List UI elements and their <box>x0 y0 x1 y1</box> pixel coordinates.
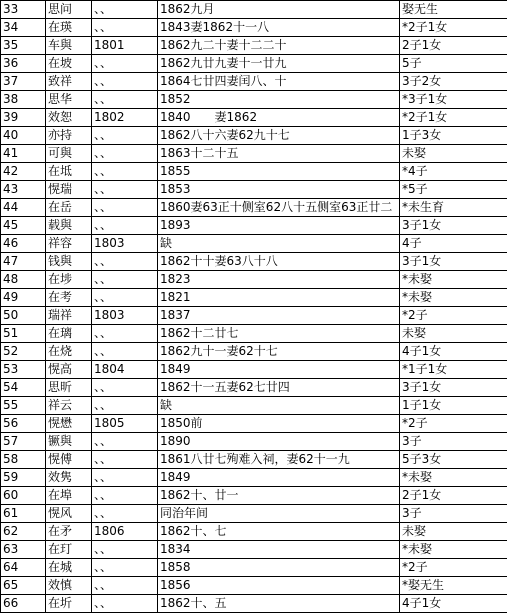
birth-year-cell: 、、 <box>92 433 158 451</box>
row-number-cell: 43 <box>1 181 46 199</box>
birth-year-cell: 、、 <box>92 505 158 523</box>
death-date-cell: 1862十、廿一 <box>158 487 400 505</box>
table-row <box>1 577 507 595</box>
children-cell: 4子1女 <box>400 343 507 361</box>
death-date-cell: 1849 <box>158 469 400 487</box>
birth-year-cell: 、、 <box>92 199 158 217</box>
death-date-cell: 1862九月 <box>158 1 400 19</box>
table-row <box>1 415 507 433</box>
children-cell: 3子1女 <box>400 379 507 397</box>
death-date-cell: 缺 <box>158 235 400 253</box>
death-date-cell: 1862十十妻63八十八 <box>158 253 400 271</box>
birth-year-cell: 、、 <box>92 19 158 37</box>
row-number-cell: 41 <box>1 145 46 163</box>
birth-year-cell: 1803 <box>92 235 158 253</box>
birth-year-cell: 1802 <box>92 109 158 127</box>
table-row <box>1 109 507 127</box>
name-cell: 在埗 <box>46 271 92 289</box>
death-date-cell: 1862十、五 <box>158 595 400 613</box>
birth-year-cell: 1804 <box>92 361 158 379</box>
children-cell: *2子 <box>400 559 507 577</box>
row-number-cell: 50 <box>1 307 46 325</box>
table-row <box>1 451 507 469</box>
death-date-cell: 1834 <box>158 541 400 559</box>
children-cell: *娶无生 <box>400 577 507 595</box>
table-row <box>1 163 507 181</box>
birth-year-cell: 、、 <box>92 487 158 505</box>
children-cell: 5子 <box>400 55 507 73</box>
birth-year-cell: 、、 <box>92 451 158 469</box>
birth-year-cell: 、、 <box>92 577 158 595</box>
table-row <box>1 217 507 235</box>
row-number-cell: 38 <box>1 91 46 109</box>
row-number-cell: 37 <box>1 73 46 91</box>
death-date-cell: 1862九二十妻十二二十 <box>158 37 400 55</box>
name-cell: 在玎 <box>46 541 92 559</box>
row-number-cell: 59 <box>1 469 46 487</box>
row-number-cell: 61 <box>1 505 46 523</box>
death-date-cell: 1862十一五妻62七廿四 <box>158 379 400 397</box>
name-cell: 在坡 <box>46 55 92 73</box>
children-cell: *2子 <box>400 307 507 325</box>
name-cell: 车與 <box>46 37 92 55</box>
name-cell: 瑞祥 <box>46 307 92 325</box>
table-row <box>1 253 507 271</box>
birth-year-cell: 、、 <box>92 181 158 199</box>
birth-year-cell: 、、 <box>92 145 158 163</box>
name-cell: 愰懋 <box>46 415 92 433</box>
children-cell: 2子1女 <box>400 37 507 55</box>
death-date-cell: 1855 <box>158 163 400 181</box>
name-cell: 在坻 <box>46 163 92 181</box>
birth-year-cell: 、、 <box>92 559 158 577</box>
death-date-cell: 1856 <box>158 577 400 595</box>
name-cell: 亦持 <box>46 127 92 145</box>
row-number-cell: 40 <box>1 127 46 145</box>
birth-year-cell: 、、 <box>92 271 158 289</box>
table-row <box>1 595 507 613</box>
row-number-cell: 54 <box>1 379 46 397</box>
children-cell: 未娶 <box>400 145 507 163</box>
birth-year-cell: 1801 <box>92 37 158 55</box>
birth-year-cell: 、、 <box>92 469 158 487</box>
birth-year-cell: 、、 <box>92 595 158 613</box>
table-row <box>1 559 507 577</box>
row-number-cell: 49 <box>1 289 46 307</box>
table-row <box>1 91 507 109</box>
table-row <box>1 379 507 397</box>
row-number-cell: 57 <box>1 433 46 451</box>
birth-year-cell: 、、 <box>92 73 158 91</box>
name-cell: 思华 <box>46 91 92 109</box>
table-row <box>1 55 507 73</box>
death-date-cell: 1823 <box>158 271 400 289</box>
birth-year-cell: 、、 <box>92 343 158 361</box>
death-date-cell: 1852 <box>158 91 400 109</box>
table-row <box>1 541 507 559</box>
row-number-cell: 48 <box>1 271 46 289</box>
table-row <box>1 235 507 253</box>
children-cell: *未娶 <box>400 469 507 487</box>
death-date-cell: 1862十、七 <box>158 523 400 541</box>
table-row <box>1 1 507 19</box>
children-cell: 5子3女 <box>400 451 507 469</box>
name-cell: 效隽 <box>46 469 92 487</box>
row-number-cell: 62 <box>1 523 46 541</box>
name-cell: 祥云 <box>46 397 92 415</box>
table-row <box>1 181 507 199</box>
death-date-cell: 1862九廿九妻十一廿九 <box>158 55 400 73</box>
row-number-cell: 56 <box>1 415 46 433</box>
death-date-cell: 1850前 <box>158 415 400 433</box>
table-row <box>1 487 507 505</box>
table-row <box>1 145 507 163</box>
children-cell: 未娶 <box>400 325 507 343</box>
name-cell: 在烧 <box>46 343 92 361</box>
table-row <box>1 199 507 217</box>
children-cell: 3子1女 <box>400 217 507 235</box>
death-date-cell: 同治年间 <box>158 505 400 523</box>
death-date-cell: 1849 <box>158 361 400 379</box>
row-number-cell: 44 <box>1 199 46 217</box>
children-cell: 1子1女 <box>400 397 507 415</box>
birth-year-cell: 、、 <box>92 91 158 109</box>
children-cell: *未娶 <box>400 541 507 559</box>
row-number-cell: 36 <box>1 55 46 73</box>
children-cell: 4子1女 <box>400 595 507 613</box>
children-cell: 3子2女 <box>400 73 507 91</box>
children-cell: *3子1女 <box>400 91 507 109</box>
table-row <box>1 469 507 487</box>
children-cell: 3子1女 <box>400 253 507 271</box>
name-cell: 镢與 <box>46 433 92 451</box>
row-number-cell: 58 <box>1 451 46 469</box>
row-number-cell: 47 <box>1 253 46 271</box>
death-date-cell: 缺 <box>158 397 400 415</box>
table-row <box>1 397 507 415</box>
name-cell: 在埠 <box>46 487 92 505</box>
name-cell: 效恕 <box>46 109 92 127</box>
table-row <box>1 361 507 379</box>
row-number-cell: 63 <box>1 541 46 559</box>
death-date-cell: 1843妻1862十一八 <box>158 19 400 37</box>
table-row <box>1 523 507 541</box>
name-cell: 在矛 <box>46 523 92 541</box>
name-cell: 可與 <box>46 145 92 163</box>
birth-year-cell: 1806 <box>92 523 158 541</box>
name-cell: 致祥 <box>46 73 92 91</box>
children-cell: 4子 <box>400 235 507 253</box>
row-number-cell: 55 <box>1 397 46 415</box>
row-number-cell: 60 <box>1 487 46 505</box>
death-date-cell: 1864七廿四妻闰八、十 <box>158 73 400 91</box>
death-date-cell: 1821 <box>158 289 400 307</box>
children-cell: *2子 <box>400 415 507 433</box>
table-row <box>1 19 507 37</box>
name-cell: 在考 <box>46 289 92 307</box>
name-cell: 在城 <box>46 559 92 577</box>
row-number-cell: 42 <box>1 163 46 181</box>
name-cell: 祥容 <box>46 235 92 253</box>
children-cell: 娶无生 <box>400 1 507 19</box>
birth-year-cell: 、、 <box>92 55 158 73</box>
children-cell: *1子1女 <box>400 361 507 379</box>
birth-year-cell: 、、 <box>92 253 158 271</box>
row-number-cell: 53 <box>1 361 46 379</box>
death-date-cell: 1840 妻1862 <box>158 109 400 127</box>
row-number-cell: 46 <box>1 235 46 253</box>
death-date-cell: 1862十二廿七 <box>158 325 400 343</box>
table-row <box>1 73 507 91</box>
children-cell: *5子 <box>400 181 507 199</box>
birth-year-cell: 、、 <box>92 325 158 343</box>
table-row <box>1 343 507 361</box>
name-cell: 在璃 <box>46 325 92 343</box>
children-cell: *4子 <box>400 163 507 181</box>
children-cell: 3子 <box>400 505 507 523</box>
table-row <box>1 37 507 55</box>
row-number-cell: 52 <box>1 343 46 361</box>
table-row <box>1 289 507 307</box>
row-number-cell: 64 <box>1 559 46 577</box>
name-cell: 在瑛 <box>46 19 92 37</box>
table-row <box>1 325 507 343</box>
row-number-cell: 34 <box>1 19 46 37</box>
children-cell: *2子1女 <box>400 109 507 127</box>
birth-year-cell: 、、 <box>92 541 158 559</box>
birth-year-cell: 、、 <box>92 217 158 235</box>
death-date-cell: 1862九十一妻62十七 <box>158 343 400 361</box>
birth-year-cell: 、、 <box>92 1 158 19</box>
name-cell: 钱與 <box>46 253 92 271</box>
children-cell: *未娶 <box>400 289 507 307</box>
birth-year-cell: 、、 <box>92 379 158 397</box>
name-cell: 愰瑞 <box>46 181 92 199</box>
children-cell: *2子1女 <box>400 19 507 37</box>
death-date-cell: 1863十二十五 <box>158 145 400 163</box>
table-row <box>1 433 507 451</box>
death-date-cell: 1853 <box>158 181 400 199</box>
birth-year-cell: 、、 <box>92 163 158 181</box>
name-cell: 思昕 <box>46 379 92 397</box>
row-number-cell: 35 <box>1 37 46 55</box>
name-cell: 思问 <box>46 1 92 19</box>
row-number-cell: 33 <box>1 1 46 19</box>
row-number-cell: 45 <box>1 217 46 235</box>
name-cell: 愰傅 <box>46 451 92 469</box>
name-cell: 愰高 <box>46 361 92 379</box>
row-number-cell: 65 <box>1 577 46 595</box>
name-cell: 载與 <box>46 217 92 235</box>
table-row <box>1 271 507 289</box>
children-cell: 1子3女 <box>400 127 507 145</box>
row-number-cell: 39 <box>1 109 46 127</box>
birth-year-cell: 、、 <box>92 397 158 415</box>
table-row <box>1 307 507 325</box>
death-date-cell: 1893 <box>158 217 400 235</box>
birth-year-cell: 1805 <box>92 415 158 433</box>
death-date-cell: 1858 <box>158 559 400 577</box>
children-cell: 未娶 <box>400 523 507 541</box>
death-date-cell: 1862八十六妻62九十七 <box>158 127 400 145</box>
row-number-cell: 51 <box>1 325 46 343</box>
name-cell: 愰风 <box>46 505 92 523</box>
row-number-cell: 66 <box>1 595 46 613</box>
death-date-cell: 1860妻63正十侧室62八十五侧室63正廿二 <box>158 199 400 217</box>
children-cell: 3子 <box>400 433 507 451</box>
birth-year-cell: 、、 <box>92 289 158 307</box>
death-date-cell: 1837 <box>158 307 400 325</box>
name-cell: 在圻 <box>46 595 92 613</box>
children-cell: *未娶 <box>400 271 507 289</box>
name-cell: 效慎 <box>46 577 92 595</box>
children-cell: *未生育 <box>400 199 507 217</box>
children-cell: 2子1女 <box>400 487 507 505</box>
death-date-cell: 1861八廿七殉难入祠，妻62十一九 <box>158 451 400 469</box>
birth-year-cell: 、、 <box>92 127 158 145</box>
birth-year-cell: 1803 <box>92 307 158 325</box>
table-row <box>1 127 507 145</box>
table-row <box>1 505 507 523</box>
death-date-cell: 1890 <box>158 433 400 451</box>
table-body <box>1 1 507 613</box>
name-cell: 在岳 <box>46 199 92 217</box>
